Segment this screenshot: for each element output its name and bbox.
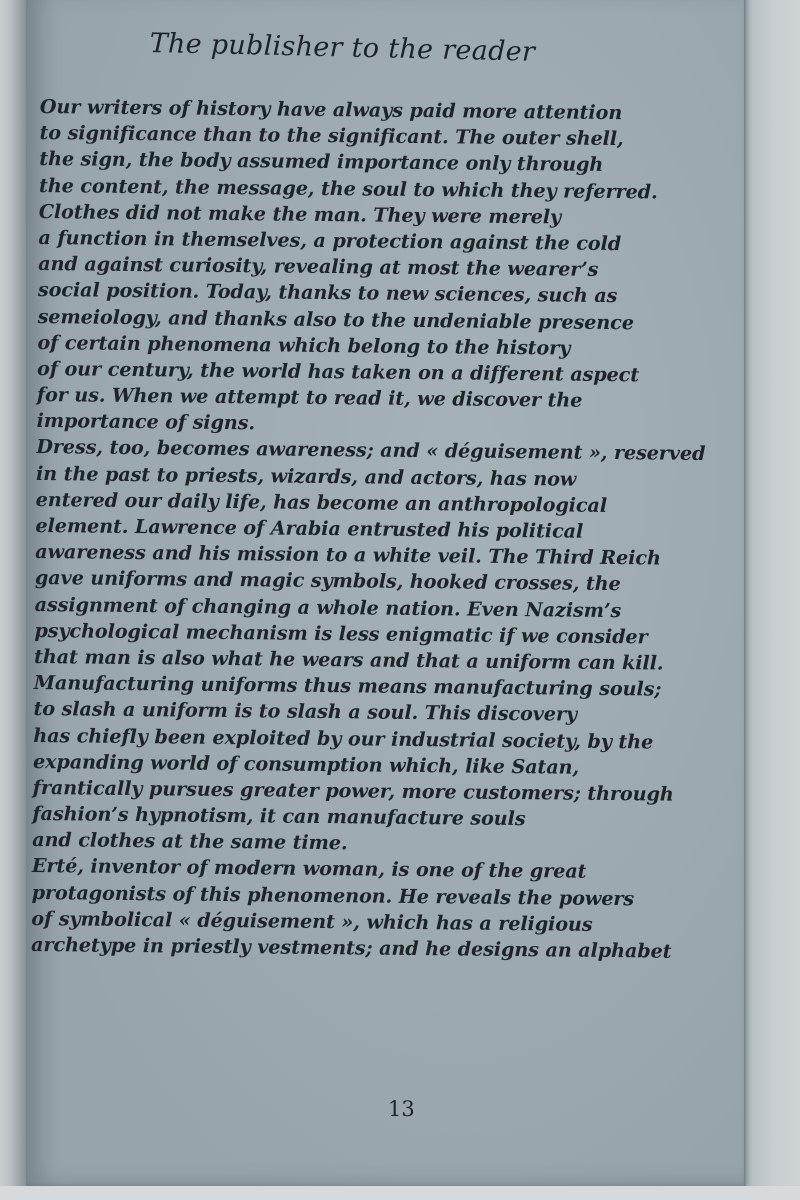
- text-line: and against curiosity, revealing at most the wearer’s: [38, 252, 599, 281]
- body-text: [31, 94, 750, 966]
- text-line: a function in themselves, a protection against the cold: [38, 225, 622, 256]
- text-line: of symbolical « déguisement », which has a religious: [31, 906, 593, 936]
- text-line: social position. Today, thanks to new sciences, such as: [37, 278, 618, 308]
- text-line: expanding world of consumption which, like Satan,: [32, 749, 580, 779]
- text-line: to significance than to the significant. The outer shell,: [39, 121, 624, 151]
- text-line: archetype in priestly vestments; and he designs an alphabet: [30, 932, 672, 963]
- text-line: for us. When we attempt to read it, we discover the: [36, 383, 583, 412]
- page-title: The publisher to the reader: [149, 28, 536, 68]
- text-line: that man is also what he wears and that a uniform can kill.: [33, 644, 664, 675]
- text-line: Dress, too, becomes awareness; and « déguisement », reserved: [36, 435, 706, 466]
- text-line: Clothes did not make the man. They were merely: [38, 199, 562, 229]
- text-line: entered our daily life, has become an anthropological: [35, 487, 608, 517]
- page-number: 13: [388, 1097, 415, 1121]
- text-line: fashion’s hypnotism, it can manufacture souls: [32, 802, 526, 831]
- text-line: has chiefly been exploited by our industrial society, by the: [33, 723, 654, 753]
- background-strip: [0, 1186, 800, 1200]
- text-line: and clothes at the same time.: [32, 828, 348, 855]
- text-line: element. Lawrence of Arabia entrusted his political: [35, 513, 584, 543]
- text-line: semeiology, and thanks also to the undeniable presence: [37, 304, 635, 334]
- text-line: assignment of changing a whole nation. Even Nazism’s: [34, 592, 622, 622]
- text-line: the content, the message, the soul to which they referred.: [38, 173, 658, 204]
- text-line: importance of signs.: [36, 409, 256, 435]
- text-line: Our writers of history have always paid more attention: [39, 94, 623, 125]
- text-line: the sign, the body assumed importance only through: [39, 147, 604, 177]
- text-line: to slash a uniform is to slash a soul. This discovery: [33, 697, 578, 726]
- text-line: psychological mechanism is less enigmatic if we consider: [34, 618, 648, 649]
- text-line: Manufacturing uniforms thus means manufacturing souls;: [33, 671, 662, 701]
- text-line: protagonists of this phenomenon. He reveals the powers: [31, 880, 635, 910]
- text-line: gave uniforms and magic symbols, hooked crosses, the: [34, 566, 621, 596]
- page-edge: [744, 0, 800, 1200]
- text-line: awareness and his mission to a white veil. The Third Reich: [35, 540, 661, 570]
- text-line: frantically pursues greater power, more customers; through: [32, 775, 674, 806]
- text-line: Erté, inventor of modern woman, is one of the great: [31, 854, 587, 884]
- text-line: of our century, the world has taken on a different aspect: [37, 356, 640, 387]
- text-line: of certain phenomena which belong to the history: [37, 330, 571, 360]
- text-line: in the past to priests, wizards, and actors, has now: [35, 461, 577, 491]
